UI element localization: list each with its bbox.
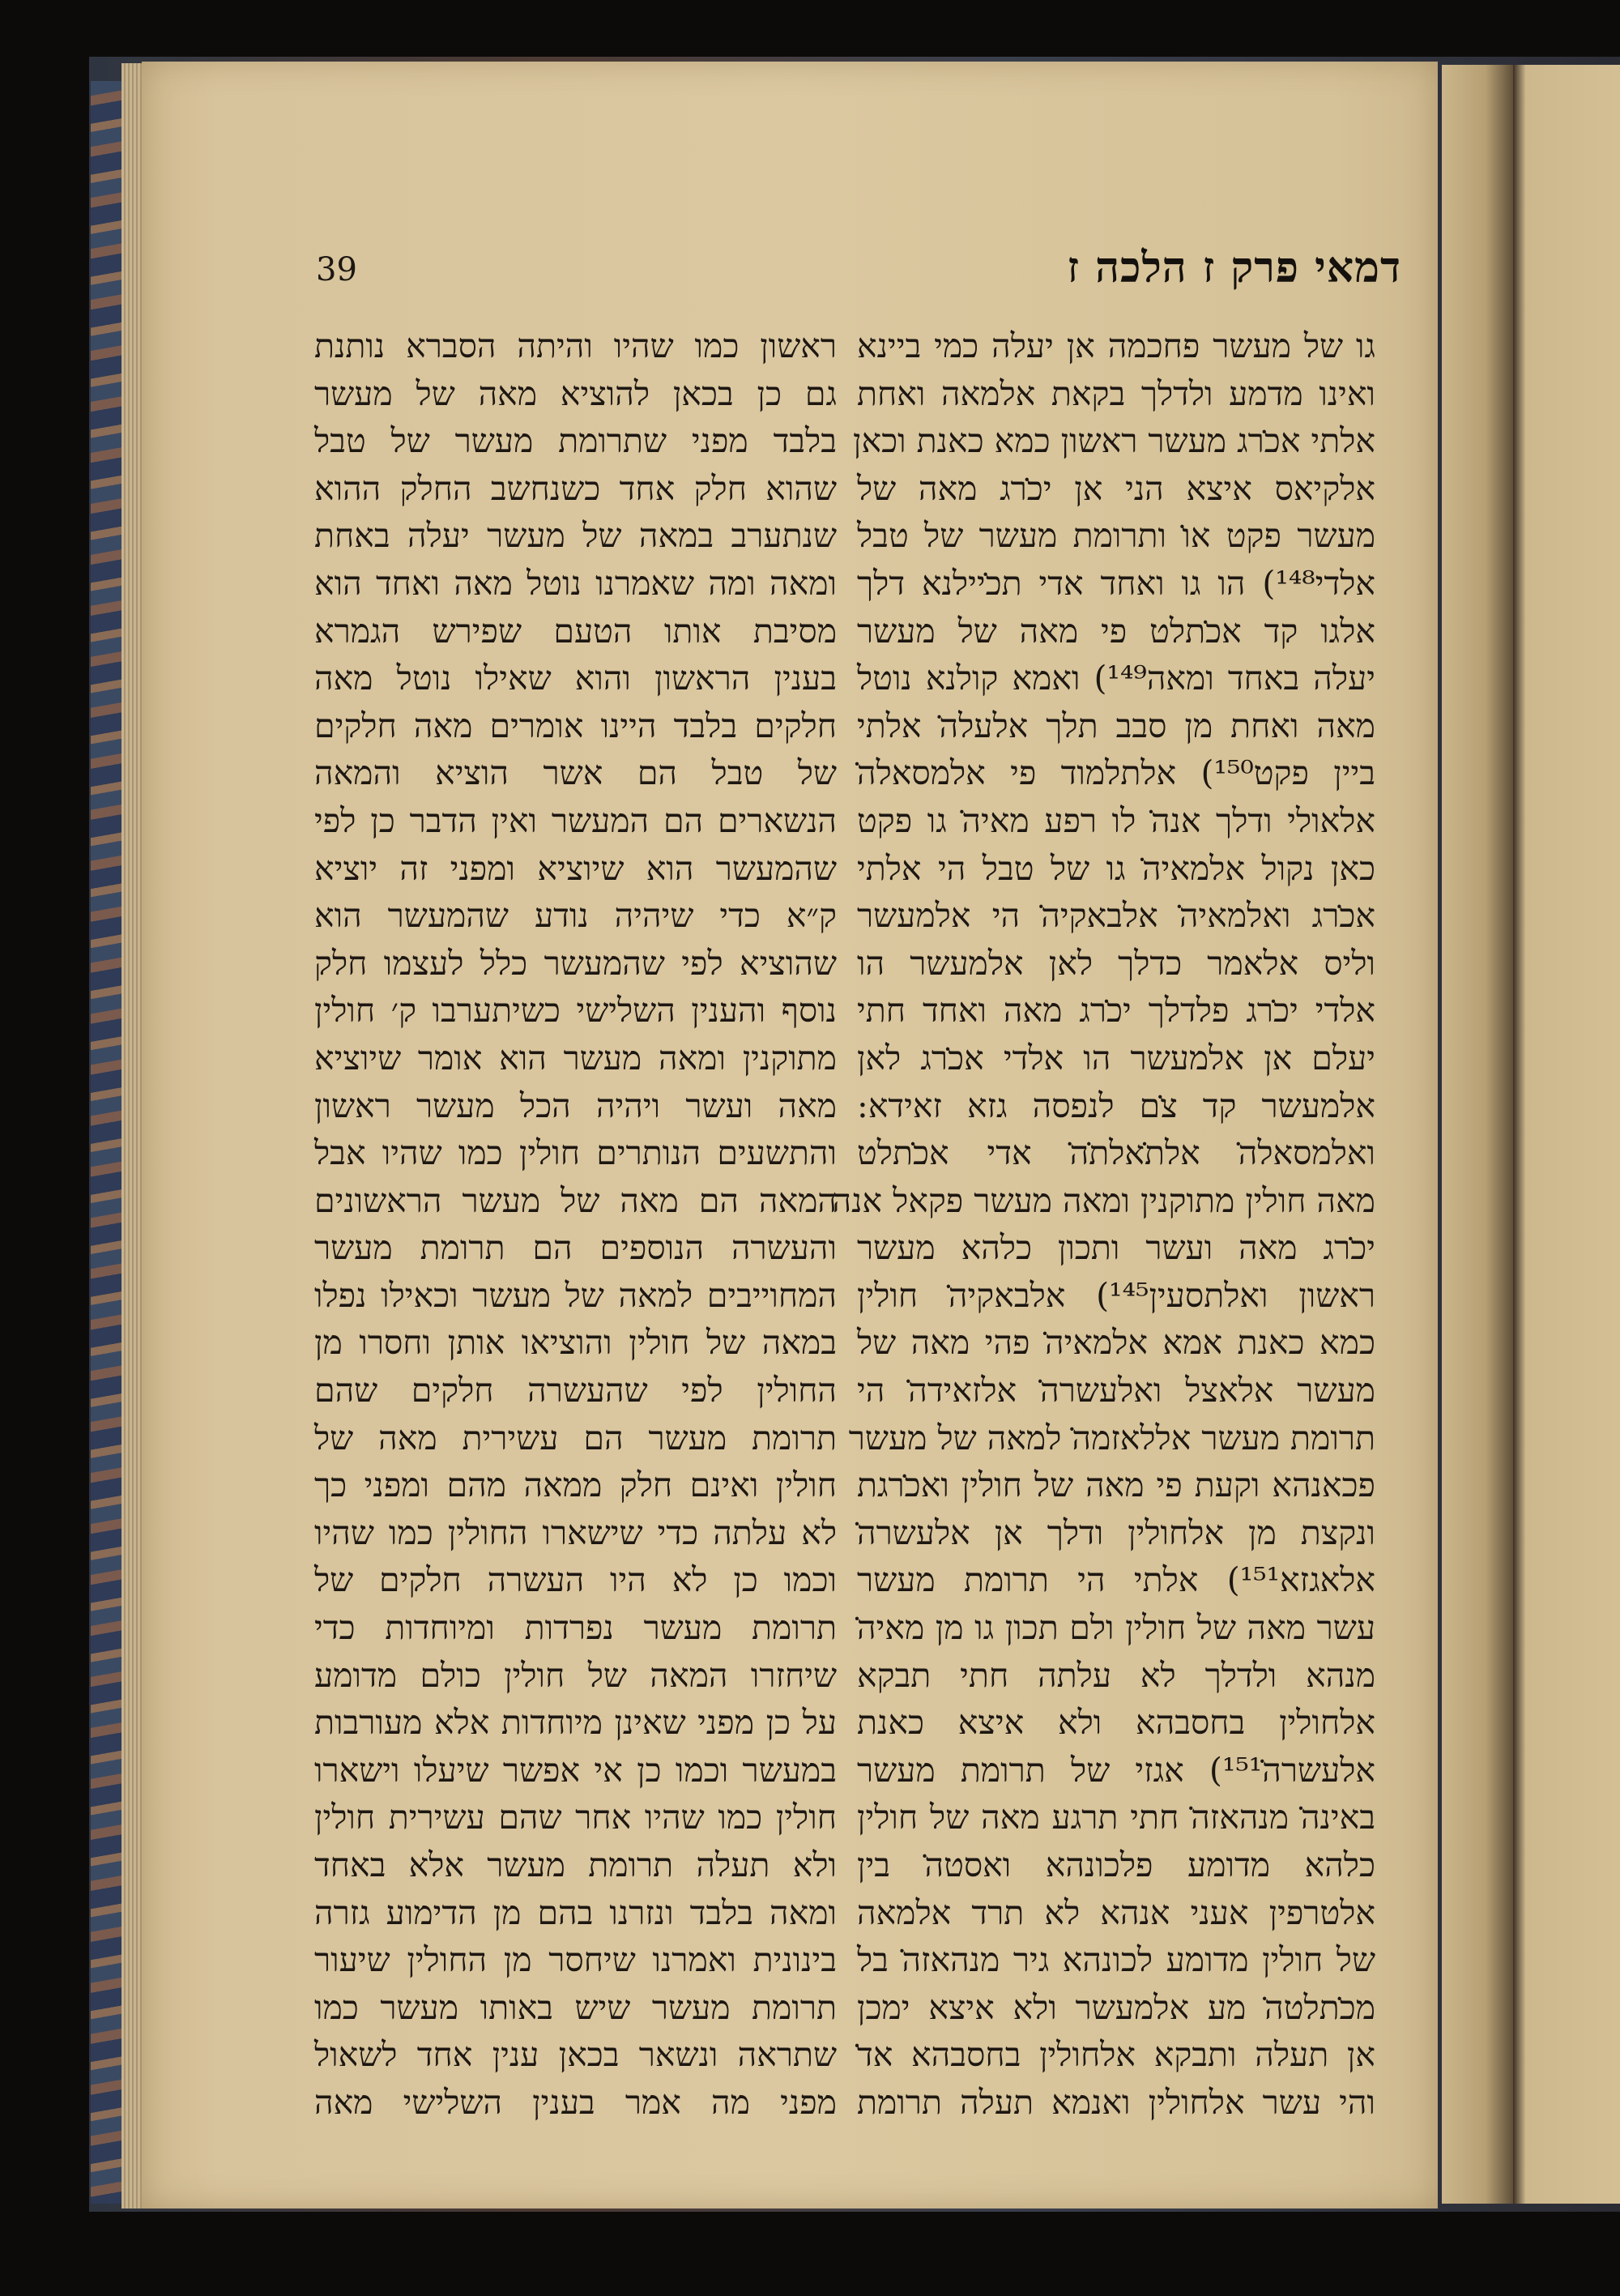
text-line: שנתערב במאה של מעשר יעלה באחת	[314, 516, 837, 556]
text-line: כאן נקול אלמאיה̇ גו של טבל הי אלתי	[857, 848, 1375, 888]
text-line: גו של מעשר פחכמה אן יעלה כמי ביינא	[857, 326, 1375, 365]
text-line: חולין כמו שהיו אחר שהם עשירית חולין	[314, 1798, 837, 1837]
text-line: מעשר אלאצל ואלעשרה̇ אלזאידה̇ הי	[857, 1371, 1375, 1410]
text-line: ביין פקט¹⁵⁰) אלתלמוד פי אלמסאלה̇	[857, 753, 1375, 793]
text-line: חולין ואינם חלק ממאה מהם ומפני כך	[314, 1466, 837, 1505]
text-line: והעשרה הנוספים הם תרומת מעשר	[314, 1228, 837, 1268]
text-line: ראשון ואלתסעין¹⁴⁵) אלבאקיה̇ חולין	[857, 1275, 1376, 1315]
text-column-right	[832, 322, 1376, 2122]
text-line: אלדי יכ̇רג פלדלך יכ̇רג מאה ואחד חתי	[857, 991, 1375, 1031]
text-line: שהוא חלק אחד כשנחשב החלק ההוא	[314, 468, 837, 508]
text-line: החולין לפי שהעשרה חלקים שהם	[314, 1371, 837, 1410]
text-line: בענין הראשון והוא שאילו נוטל מאה	[314, 659, 837, 698]
text-line: באינה̇ מנהאזה̇ חתי תרגע מאה של חולין	[857, 1798, 1375, 1837]
text-line: במאה של חולין והוציאו אותן וחסרו מן	[314, 1323, 837, 1363]
text-line: שהוציא לפי שהמעשר כלל לעצמו חלק	[314, 943, 837, 983]
text-line: תרומת מעשר נפרדות ומיוחדות כדי	[314, 1608, 837, 1648]
text-line: אלעשרה̇¹⁵¹) אגזי של תרומת מעשר	[857, 1750, 1375, 1790]
facing-page-edge	[1513, 65, 1620, 2204]
text-line: אכ̇רג ואלמאיה̇ אלבאקיה̇ הי אלמעשר	[857, 896, 1375, 936]
text-line: בינונית ואמרנו שיחסר מן החולין שיעור	[314, 1940, 837, 1980]
text-line: מאה ואחת מן סבב תלך אלעלה̇ אלתי	[857, 706, 1375, 745]
text-line: נוסף והענין השלישי כשיתערבו ק׳ חולין	[314, 991, 837, 1031]
text-line: אלאגזא¹⁵¹) אלתי הי תרומת מעשר	[857, 1560, 1375, 1600]
text-line: ראשון כמו שהיו והיתה הסברא נותנת	[314, 326, 837, 365]
text-line: הנשארים הם המעשר ואין הדבר כן לפי	[314, 800, 837, 840]
text-line: לא עלתה כדי שישארו החולין כמו שהיו	[314, 1513, 837, 1552]
text-line: ולא תעלה תרומת מעשר אלא באחד	[314, 1846, 837, 1884]
page-number: 39	[316, 251, 357, 288]
text-line: במעשר וכמו כן אי אפשר שיעלו וישארו	[314, 1750, 837, 1790]
text-line: והי עשר אלחולין ואנמא תעלה תרומת	[857, 2082, 1375, 2122]
text-line: אלטרפין אעני אנהא לא תרד אלמאה	[857, 1893, 1375, 1932]
text-line: אלמעשר קד צ̇ם לנפסה גזא זאידא:	[857, 1086, 1375, 1125]
text-line: יכ̇רג מאה ועשר ותכון כלהא מעשר	[857, 1228, 1375, 1268]
text-line: בלבד מפני שתרומת מעשר של טבל	[314, 421, 837, 461]
text-line: אלתי אכ̇רג מעשר ראשון כמא כאנת וכאן	[853, 421, 1375, 461]
running-title: דמאי פרק ז הלכה ז	[1067, 243, 1401, 292]
text-line: מפני מה אמר בענין השלישי מאה	[314, 2082, 837, 2122]
text-line: ק״א כדי שיהיה נודע שהמעשר הוא	[314, 896, 837, 936]
page-gutter	[1442, 65, 1515, 2204]
text-line: אלחולין בחסבהא ולא איצא כאנת	[857, 1703, 1375, 1743]
text-line: מאה חולין מתוקנין ומאה מעשר פקאל אנה	[832, 1180, 1375, 1220]
text-line: תרומת מעשר הם עשירית מאה של	[314, 1418, 837, 1457]
text-line: מתוקנין ומאה מעשר הוא אומר שיוציא	[314, 1038, 837, 1078]
text-line: והתשעים הנותרים חולין כמו שהיו אבל	[314, 1133, 837, 1173]
text-line: שתראה ונשאר בכאן ענין אחד לשאול	[314, 2035, 837, 2075]
text-line: יעלה באחד ומאה¹⁴⁹) ואמא קולנא נוטל	[857, 659, 1375, 698]
text-line: שהמעשר הוא שיוציא ומפני זה יוציא	[314, 848, 837, 888]
text-line: ואינו מדמע ולדלך בקאת אלמאה ואחת	[857, 373, 1375, 413]
text-line: פכאנהא וקעת פי מאה של חולין ואכ̇רגת	[857, 1466, 1375, 1505]
text-line: המחוייבים למאה של מעשר וכאילו נפלו	[314, 1275, 837, 1315]
text-column-left	[314, 322, 837, 2122]
text-line: אן תעלה ותבקא אלחולין בחסבהא אד̇	[857, 2035, 1375, 2075]
text-line: של חולין מדומע לכונהא גיר מנהאזה̇ בל	[857, 1940, 1375, 1980]
text-line: יעלם אן אלמעשר הו אלדי אכ̇רג לאן	[857, 1038, 1375, 1078]
text-line: מסיבת אותו הטעם שפירש הגמרא	[314, 611, 837, 651]
text-line: מנהא ולדלך לא עלתה חתי תבקא	[857, 1655, 1375, 1695]
text-line: וליס אלאמר כדלך לאן אלמעשר הו	[857, 943, 1375, 983]
text-line: ונקצת מן אלחולין ודלך אן אלעשרה̇	[857, 1513, 1375, 1552]
text-line: על כן מפני שאינן מיוחדות אלא מעורבות	[314, 1703, 837, 1743]
text-line: ומאה בלבד ונזרנו בהם מן הדימוע גזרה	[314, 1893, 837, 1932]
text-line: תרומת מעשר שיש באותו מעשר כמו	[314, 1987, 837, 2027]
text-line: עשר מאה של חולין ולם תכון גו מן מאיה̇	[857, 1608, 1375, 1648]
text-line: אלדי¹⁴⁸) הו גו ואחד אדי תכ̇יילנא דלך	[857, 563, 1375, 603]
text-line: וכמו כן לא היו העשרה חלקים של	[314, 1560, 837, 1600]
text-line: אלגו קד אכ̇תלט פי מאה של מעשר	[857, 611, 1375, 651]
text-line: אלאולי ודלך אנה̇ לו רפע מאיה̇ גו פקט	[857, 800, 1375, 840]
text-line: ואלמסאלה̇ אלת̇אלת̇ה̇ אדי אכ̇תלט	[857, 1133, 1375, 1173]
text-line: תרומת מעשר אללאזמה̇ למאה של מעשר	[848, 1418, 1375, 1457]
text-line: כמא כאנת אמא אלמאיה̇ פהי מאה של	[857, 1323, 1375, 1363]
text-line: ומאה ומה שאמרנו נוטל מאה ואחד הוא	[314, 563, 837, 603]
text-line: אלקיאס איצא הני אן יכ̇רג מאה של	[857, 468, 1375, 508]
text-line: חלקים בלבד היינו אומרים מאה חלקים	[314, 706, 837, 745]
text-line: של טבל הם אשר הוציא והמאה	[314, 753, 837, 793]
text-line: גם כן בכאן להוציא מאה של מעשר	[314, 373, 837, 413]
text-line: שיחזרו המאה של חולין כולם מדומע	[314, 1655, 837, 1695]
text-line: המאה הם מאה של מעשר הראשונים	[314, 1180, 837, 1220]
text-line: מעשר פקט או̇ ותרומת מעשר של טבל	[857, 516, 1375, 556]
page-header	[316, 243, 1401, 308]
text-line: כלהא מדומע פלכונהא ואסטה̇ בין	[857, 1846, 1375, 1884]
text-line: מאה ועשר ויהיה הכל מעשר ראשון	[314, 1086, 837, 1125]
text-line: מכ̇תלטה̇ מע אלמעשר ולא איצא ימכן	[857, 1987, 1375, 2027]
